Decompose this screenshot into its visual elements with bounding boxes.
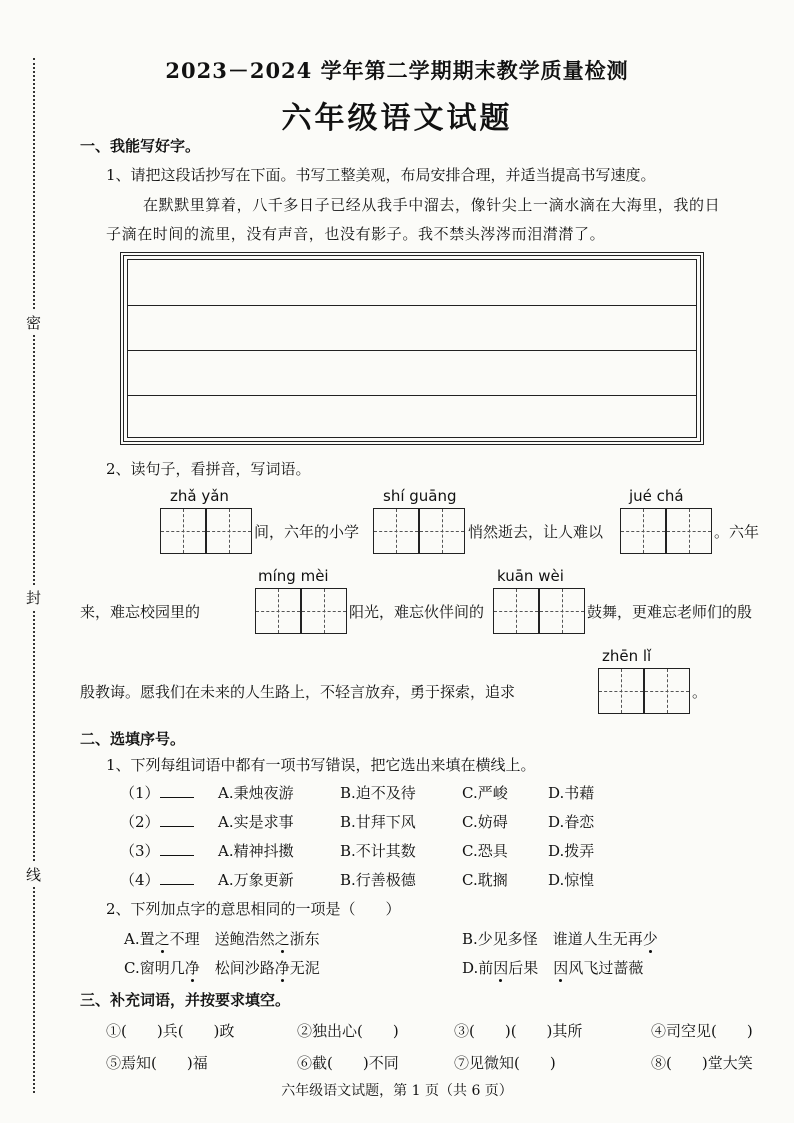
sentence-text: 来，难忘校园里的 xyxy=(80,603,201,621)
page-footer: 六年级语文试题，第 1 页（共 6 页） xyxy=(281,1083,513,1099)
answer-blank[interactable] xyxy=(160,783,194,798)
sentence-text: 殷教诲。愿我们在未来的人生路上，不轻言放弃，勇于探索，追求 xyxy=(80,683,516,701)
answer-blank[interactable] xyxy=(160,812,194,827)
q1-prompt: 1、请把这段话抄写在下面。书写工整美观，布局安排合理，并适当提高书写速度。 xyxy=(106,166,656,184)
option-b: B.行善极德 xyxy=(340,871,416,889)
emphasis-dot-char: 少 xyxy=(642,930,658,948)
idiom-item[interactable]: ⑧( )堂大笑 xyxy=(651,1054,753,1072)
sentence-text: 鼓舞，更难忘老师们的殷 xyxy=(587,603,753,621)
tianzige-cell[interactable] xyxy=(373,508,419,554)
writing-rule xyxy=(128,395,696,396)
q2-option-b: B.少见多怪 谁道人生无再少 xyxy=(462,930,658,948)
q2-prompt: 2、读句子，看拼音，写词语。 xyxy=(106,460,311,478)
option-d: D.拨弄 xyxy=(548,842,595,860)
option-c: C.严峻 xyxy=(462,784,508,802)
idiom-item[interactable]: ⑦见微知( ) xyxy=(454,1054,556,1072)
idiom-item[interactable]: ②独出心( ) xyxy=(297,1022,399,1040)
seal-dotted-line xyxy=(33,58,35,1093)
pinyin-jue-cha: jué chá xyxy=(629,487,684,505)
answer-blank[interactable] xyxy=(160,841,194,856)
sentence-text: 间，六年的小学 xyxy=(254,523,360,541)
writing-rule xyxy=(128,350,696,351)
row-number: （4） xyxy=(120,871,160,889)
sentence-text: 悄然逝去，让人难以 xyxy=(468,523,604,541)
emphasis-dot-char: 净 xyxy=(274,959,290,977)
emphasis-dot-char: 之 xyxy=(154,930,170,948)
tianzige-cell[interactable] xyxy=(206,508,252,554)
emphasis-dot-char: 之 xyxy=(274,930,290,948)
emphasis-dot-char: 因 xyxy=(553,959,569,977)
option-c: C.恐具 xyxy=(462,842,508,860)
row-number: （3） xyxy=(120,842,160,860)
section2-heading: 二、选填序号。 xyxy=(80,730,186,748)
s2-q2-prompt: 2、下列加点字的意思相同的一项是（ ） xyxy=(106,900,401,918)
pinyin-shi-guang: shí guāng xyxy=(383,487,457,505)
idiom-item[interactable]: ③( )( )其所 xyxy=(454,1022,583,1040)
exam-title: 2023－2024 学年第二学期期末教学质量检测 xyxy=(165,58,629,83)
option-d: D.眷恋 xyxy=(548,813,595,831)
row-number: （2） xyxy=(120,813,160,831)
option-d: D.惊惶 xyxy=(548,871,595,889)
passage-line-1: 在默默里算着，八千多日子已经从我手中溜去，像针尖上一滴水滴在大海里，我的日 xyxy=(143,196,721,214)
passage-line-2: 子滴在时间的流里，没有声音，也没有影子。我不禁头涔涔而泪潸潸了。 xyxy=(106,225,606,243)
tianzige-cell[interactable] xyxy=(419,508,465,554)
pinyin-kuan-wei: kuān wèi xyxy=(497,567,564,585)
option-d: D.书藉 xyxy=(548,784,595,802)
q2-option-d: D.前因后果 因风飞过蔷薇 xyxy=(462,959,644,977)
section1-heading: 一、我能写好字。 xyxy=(80,137,201,155)
q2-option-c: C.窗明几净 松间沙路净无泥 xyxy=(124,959,320,977)
pinyin-zha-yan: zhǎ yǎn xyxy=(170,487,229,505)
option-b: B.甘拜下风 xyxy=(340,813,416,831)
section3-heading: 三、补充词语，并按要求填空。 xyxy=(80,991,291,1009)
option-a: A.实是求事 xyxy=(218,813,294,831)
idiom-item[interactable]: ④司空见( ) xyxy=(651,1022,753,1040)
copy-writing-box[interactable] xyxy=(120,252,704,445)
idiom-item[interactable]: ①( )兵( )政 xyxy=(106,1022,235,1040)
option-b: B.迫不及待 xyxy=(340,784,416,802)
q2-option-a: A.置之不理 送鲍浩然之浙东 xyxy=(124,930,320,948)
sentence-text: 。六年 xyxy=(714,523,760,541)
seal-char-xian: 线 xyxy=(26,862,41,887)
tianzige-cell[interactable] xyxy=(539,588,585,634)
tianzige-cell[interactable] xyxy=(644,668,690,714)
option-a: A.精神抖擞 xyxy=(218,842,294,860)
option-c: C.耽搁 xyxy=(462,871,508,889)
idiom-item[interactable]: ⑤焉知( )福 xyxy=(106,1054,208,1072)
sentence-text: 阳光，难忘伙伴间的 xyxy=(349,603,485,621)
tianzige-cell[interactable] xyxy=(493,588,539,634)
option-b: B.不计其数 xyxy=(340,842,416,860)
seal-char-feng: 封 xyxy=(26,585,41,610)
s2-q1-prompt: 1、下列每组词语中都有一项书写错误，把它选出来填在横线上。 xyxy=(106,756,536,774)
option-a: A.秉烛夜游 xyxy=(218,784,294,802)
sentence-text: 。 xyxy=(692,683,708,701)
emphasis-dot-char: 净 xyxy=(184,959,200,977)
option-a: A.万象更新 xyxy=(218,871,294,889)
row-number: （1） xyxy=(120,784,160,802)
idiom-item[interactable]: ⑥截( )不同 xyxy=(297,1054,399,1072)
choice-row xyxy=(120,840,194,861)
tianzige-cell[interactable] xyxy=(255,588,301,634)
option-c: C.妨碍 xyxy=(462,813,508,831)
pinyin-zhen-li: zhēn lǐ xyxy=(602,647,652,665)
tianzige-cell[interactable] xyxy=(620,508,666,554)
choice-row xyxy=(120,811,194,832)
subject-title: 六年级语文试题 xyxy=(281,101,513,136)
writing-rule xyxy=(128,305,696,306)
pinyin-ming-mei: míng mèi xyxy=(258,567,329,585)
seal-char-mi: 密 xyxy=(26,310,41,335)
choice-row xyxy=(120,869,194,890)
answer-blank[interactable] xyxy=(160,870,194,885)
tianzige-cell[interactable] xyxy=(160,508,206,554)
emphasis-dot-char: 因 xyxy=(493,959,509,977)
choice-row xyxy=(120,782,194,803)
tianzige-cell[interactable] xyxy=(666,508,712,554)
tianzige-cell[interactable] xyxy=(301,588,347,634)
tianzige-cell[interactable] xyxy=(598,668,644,714)
